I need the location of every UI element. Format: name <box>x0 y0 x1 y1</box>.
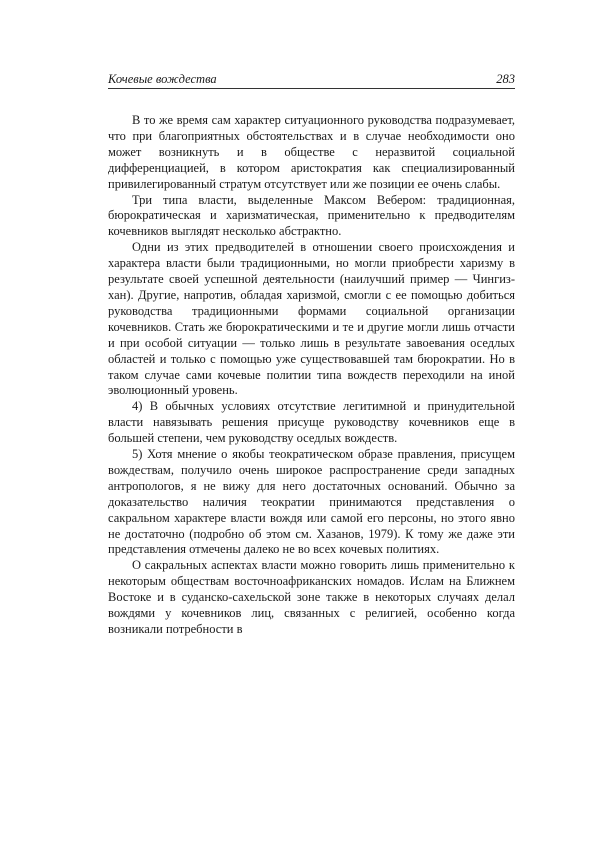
paragraph: О сакральных аспектах власти можно говорить лишь применительно к некоторым обществам восточноафриканских номадов. Ислам на Ближнем Востоке и в суданско-сахельской зоне также в некоторых случаях делал вождями у кочевников лиц, связанных с религией, особенно когда возникали потребности в <box>108 558 515 636</box>
paragraph: Одни из этих предводителей в отношении своего происхождения и характера власти были традиционными, но могли приобрести харизму в результате своей успешной деятельности (наилучший пример — Чингиз-хан). Другие, напротив, обладая харизмой, смогли с ее помощью добиться руководства традиционными формами социальной организации кочевников. Стать же бюрократическими и те и другие могли лишь отчасти и при особой ситуации — только лишь в результате завоевания оседлых областей и только с помощью уже существовавшей там бюрократии. Но в таком случае сами кочевые политии типа вождеств переходили на иной эволюционный уровень. <box>108 240 515 398</box>
paragraph: 5) Хотя мнение о якобы теократическом образе правления, присущем вождествам, получило очень широкое распространение среди западных антропологов, я не вижу для него достаточных оснований. Обычно за доказательство наличия теократии принимаются представления о сакральном характере власти вождя или самой его персоны, но этого явно не достаточно (подробно об этом см. Хазанов, 1979). К тому же даже эти представления отмечены далеко не во всех кочевых политиях. <box>108 447 515 557</box>
running-title: Кочевые вождества <box>108 72 217 86</box>
page-number: 283 <box>496 72 515 86</box>
paragraph: 4) В обычных условиях отсутствие легитимной и принудительной власти навязывать решения присуще руководству кочевников еще в большей степени, чем руководству оседлых вождеств. <box>108 399 515 446</box>
paragraph: Три типа власти, выделенные Максом Вебером: традиционная, бюрократическая и харизматическая, применительно к предводителям кочевников выглядят несколько абстрактно. <box>108 192 515 239</box>
running-head <box>108 70 515 88</box>
header-rule <box>108 88 515 89</box>
body-text <box>108 113 515 638</box>
paragraph: В то же время сам характер ситуационного руководства подразумевает, что при благоприятных обстоятельствах и в случае необходимости оно может возникнуть и в обществе с неразвитой социальной дифференциацией, в котором аристократия как специализированный привилегированный стратум отсутствует или же позиции ее очень слабы. <box>108 113 515 191</box>
